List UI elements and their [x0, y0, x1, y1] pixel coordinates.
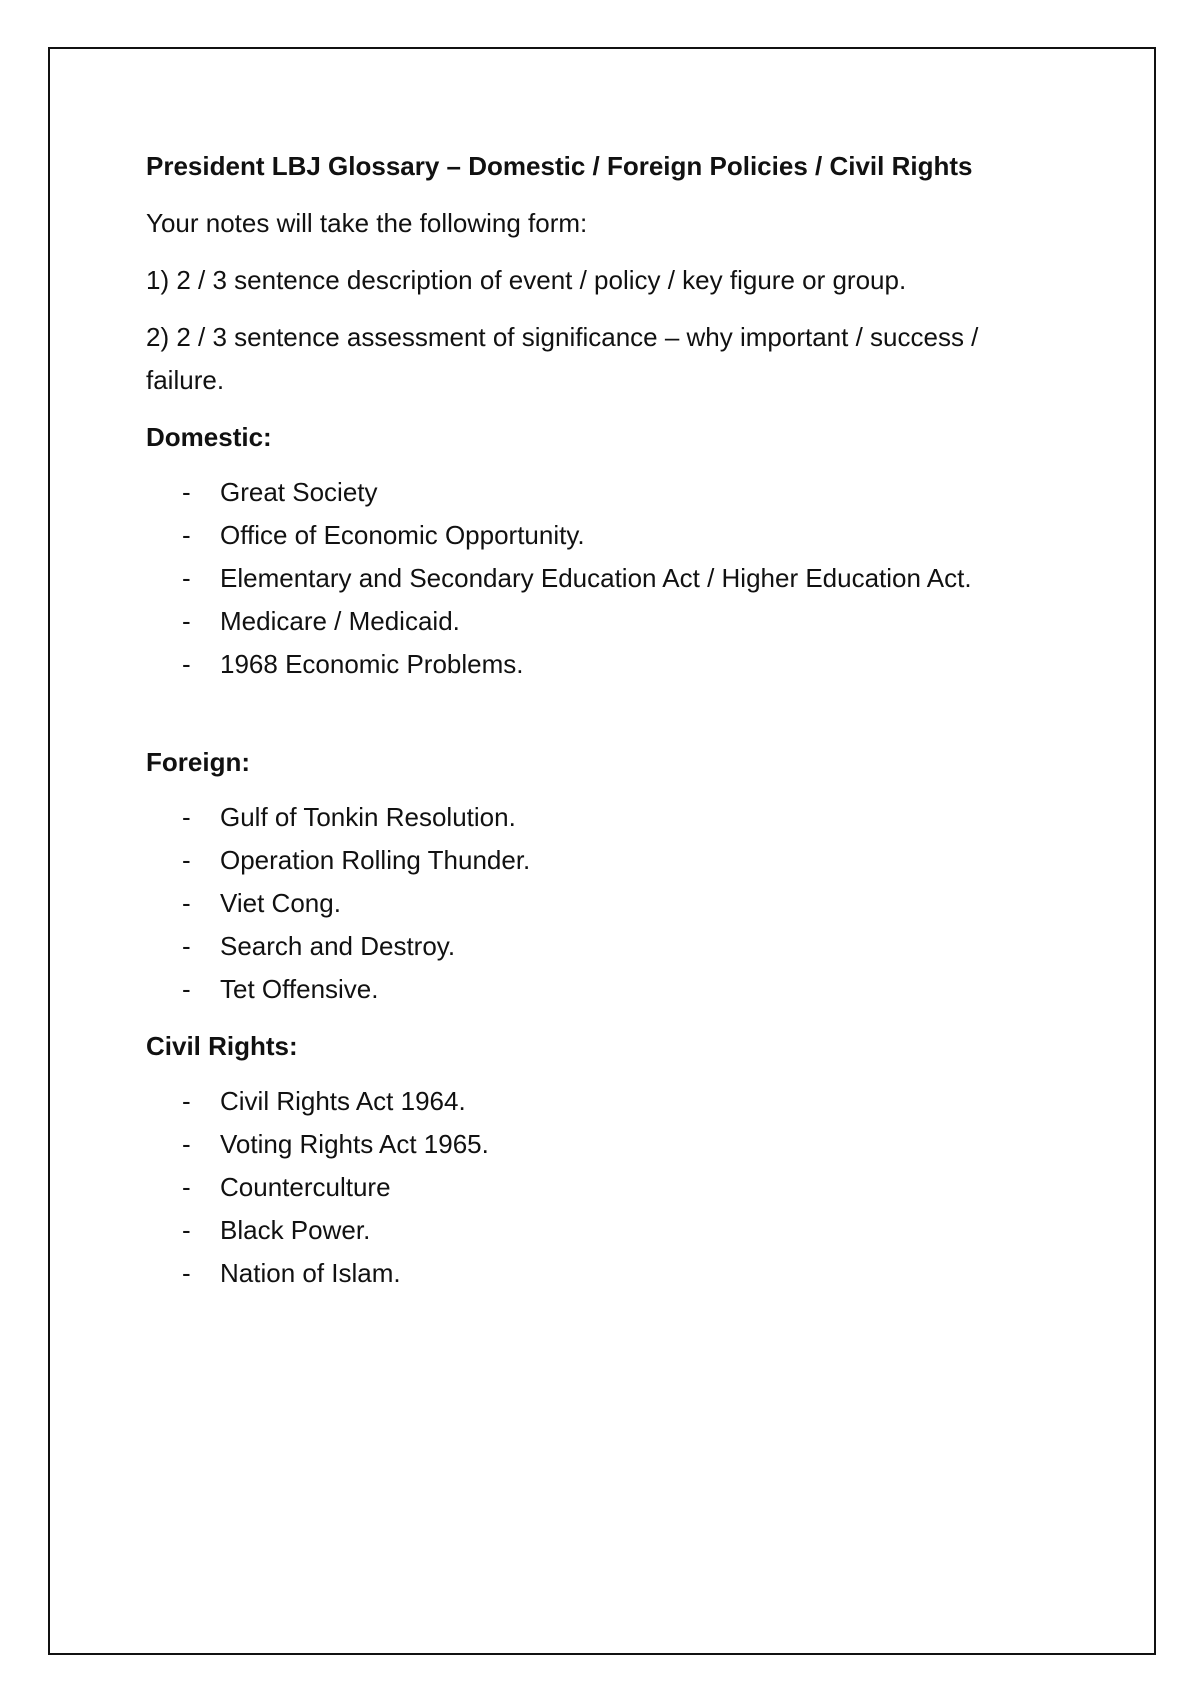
- spacer: [146, 686, 1046, 741]
- bullet-dash: -: [182, 845, 191, 875]
- list-item-text: Black Power.: [220, 1215, 371, 1245]
- list-item-text: Viet Cong.: [220, 888, 341, 918]
- list-item: [146, 968, 1046, 1011]
- bullet-dash: -: [182, 931, 191, 961]
- bullet-dash: -: [182, 520, 191, 550]
- list-item-text: Elementary and Secondary Education Act / Higher Education Act.: [220, 563, 972, 593]
- list-item-text: Counterculture: [220, 1172, 391, 1202]
- bullet-dash: -: [182, 649, 191, 679]
- list-item: [146, 514, 1046, 557]
- list-item-text: Gulf of Tonkin Resolution.: [220, 802, 516, 832]
- list-item-text: Medicare / Medicaid.: [220, 606, 460, 636]
- list-item: [146, 1166, 1046, 1209]
- list-item-text: Voting Rights Act 1965.: [220, 1129, 489, 1159]
- list-item: [146, 1123, 1046, 1166]
- list-item-text: Tet Offensive.: [220, 974, 379, 1004]
- spacer: [146, 1011, 1046, 1025]
- instruction-point-1: 1) 2 / 3 sentence description of event / policy / key figure or group.: [146, 265, 907, 295]
- list-item: [146, 925, 1046, 968]
- section-heading-domestic: Domestic:: [146, 422, 272, 452]
- list-item: [146, 1252, 1046, 1295]
- list-item: [146, 600, 1046, 643]
- list-item-text: Search and Destroy.: [220, 931, 456, 961]
- list-item-text: Operation Rolling Thunder.: [220, 845, 531, 875]
- bullet-dash: -: [182, 563, 191, 593]
- bullet-dash: -: [182, 1086, 191, 1116]
- section-heading-civil-rights: Civil Rights:: [146, 1031, 298, 1061]
- civil-rights-list: [146, 1080, 1046, 1295]
- list-item: [146, 643, 1046, 686]
- bullet-dash: -: [182, 802, 191, 832]
- bullet-dash: -: [182, 1172, 191, 1202]
- intro-text: Your notes will take the following form:: [146, 208, 588, 238]
- bullet-dash: -: [182, 1215, 191, 1245]
- list-item-text: Nation of Islam.: [220, 1258, 401, 1288]
- list-item-text: Civil Rights Act 1964.: [220, 1086, 466, 1116]
- list-item: [146, 1209, 1046, 1252]
- bullet-dash: -: [182, 477, 191, 507]
- bullet-dash: -: [182, 606, 191, 636]
- domestic-list: [146, 471, 1046, 686]
- document-body: [146, 145, 1046, 1295]
- bullet-dash: -: [182, 974, 191, 1004]
- list-item-text: Great Society: [220, 477, 378, 507]
- list-item: [146, 557, 1046, 600]
- bullet-dash: -: [182, 1258, 191, 1288]
- list-item: [146, 471, 1046, 514]
- section-heading-foreign: Foreign:: [146, 747, 250, 777]
- bullet-dash: -: [182, 1129, 191, 1159]
- foreign-list: [146, 796, 1046, 1011]
- instruction-point-2: 2) 2 / 3 sentence assessment of significance – why important / success / failure.: [146, 322, 979, 395]
- list-item: [146, 882, 1046, 925]
- bullet-dash: -: [182, 888, 191, 918]
- list-item: [146, 796, 1046, 839]
- list-item-text: Office of Economic Opportunity.: [220, 520, 585, 550]
- list-item: [146, 839, 1046, 882]
- document-title: President LBJ Glossary – Domestic / Foreign Policies / Civil Rights: [146, 151, 973, 181]
- list-item-text: 1968 Economic Problems.: [220, 649, 524, 679]
- list-item: [146, 1080, 1046, 1123]
